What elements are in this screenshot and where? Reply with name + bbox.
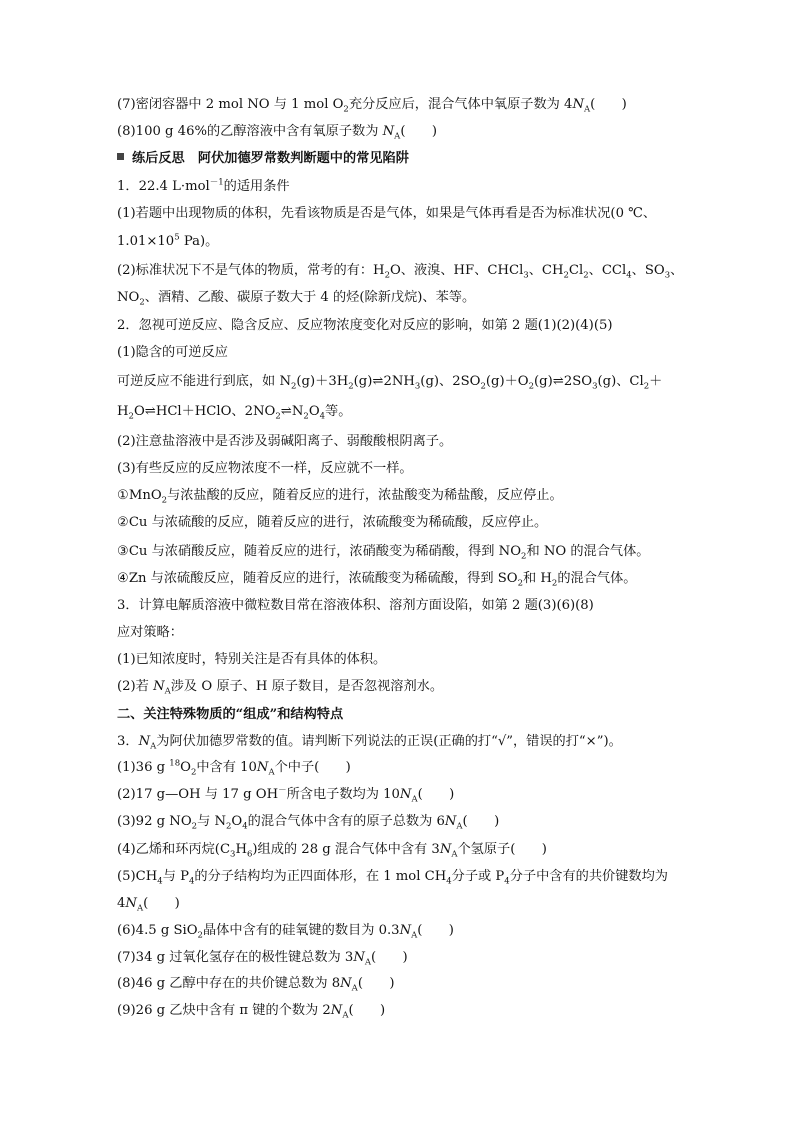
- subscript: 4: [626, 270, 632, 281]
- subscript: 3: [664, 270, 671, 281]
- superscript: 18: [169, 758, 181, 769]
- text-run: (7)34 g 过氧化氢存在的极性键总数为 3: [117, 950, 354, 965]
- subscript: 2: [384, 270, 390, 281]
- text-run: (g)、2SO: [420, 374, 481, 389]
- text-run: 的分子结构均为正四面体形，在 1 mol CH: [194, 869, 447, 884]
- text-run: HCl＋HClO、2NO: [155, 404, 276, 419]
- subscript: A: [456, 821, 463, 832]
- italic-symbol: N: [153, 679, 165, 694]
- text-run: 1．22.4 L·mol: [117, 179, 210, 194]
- text-run: ( ): [417, 787, 455, 802]
- subscript: 2: [197, 930, 203, 941]
- text-line-l31: [117, 922, 454, 940]
- text-line-l05: [117, 205, 656, 223]
- subscript: A: [342, 1010, 349, 1021]
- text-run: 分子中含有的共价键数均为: [509, 869, 668, 884]
- subscript: 2: [551, 578, 558, 589]
- text-run: 与浓盐酸的反应，随着反应的进行，浓盐酸变为稀盐酸，反应停止。: [167, 488, 563, 503]
- subscript: 3: [523, 270, 529, 281]
- superscript: －1: [209, 177, 224, 188]
- text-run: (2)标准状况下不是气体的物质，常考的有：H: [117, 263, 385, 278]
- text-line-l15: [117, 487, 563, 505]
- text-run: ( ): [348, 1003, 386, 1018]
- text-run: (6)4.5 g SiO: [117, 923, 198, 938]
- text-run: 和 H: [523, 571, 552, 586]
- italic-symbol: N: [444, 814, 457, 829]
- text-line-l11: [117, 373, 662, 391]
- text-line-l22: [117, 678, 443, 696]
- text-run: ⇌: [144, 404, 156, 419]
- text-run: 2．忽视可逆反应、隐含反应、反应物浓度变化对反应的影响，如第 2 题(1)(2)(4)(5): [117, 318, 613, 333]
- subscript: 2: [275, 411, 281, 422]
- subscript: A: [411, 794, 418, 805]
- text-line-l09: [117, 317, 613, 335]
- subscript: 4: [319, 411, 326, 422]
- subscript: 4: [446, 876, 452, 887]
- text-run: (g)＋3H: [296, 374, 349, 389]
- text-run: 、CH: [528, 263, 564, 278]
- subscript: 2: [343, 104, 349, 115]
- text-run: 、CCl: [588, 263, 627, 278]
- text-run: ⇌: [552, 374, 564, 389]
- text-run: (7)密闭容器中 2 mol NO 与 1 mol O: [117, 97, 344, 112]
- text-line-l25: [117, 759, 351, 777]
- italic-symbol: N: [138, 734, 151, 749]
- text-run: 等。: [325, 404, 352, 419]
- text-run: 的混合气体。: [557, 571, 637, 586]
- subscript: 2: [161, 495, 168, 506]
- text-run: O: [180, 760, 191, 775]
- subscript: 2: [225, 821, 232, 832]
- subscript: A: [411, 930, 418, 941]
- text-run: H: [235, 842, 247, 857]
- subscript: A: [583, 104, 591, 115]
- italic-symbol: N: [340, 976, 352, 991]
- text-run: O、液溴、HF、CHCl: [389, 263, 524, 278]
- text-run: (2)17 g—OH 与 17 g OH: [117, 787, 279, 802]
- text-run: O: [231, 814, 243, 829]
- text-line-l08: [117, 289, 475, 307]
- text-line-l19: [117, 597, 594, 615]
- subscript: 4: [188, 876, 195, 887]
- text-line-l18: [117, 570, 636, 588]
- text-line-l32: [117, 949, 408, 967]
- italic-symbol: N: [353, 950, 365, 965]
- text-run: 的混合气体中含有的原子总数为 6: [247, 814, 445, 829]
- text-run: NO: [117, 290, 140, 305]
- italic-symbol: N: [572, 97, 584, 112]
- subscript: A: [150, 741, 157, 752]
- subscript: 2: [643, 381, 650, 392]
- text-run: 、SO: [631, 263, 665, 278]
- text-run: O: [133, 404, 145, 419]
- text-run: 二、关注特殊物质的“组成”和结构特点: [117, 707, 344, 722]
- text-run: (2)注意盐溶液中是否涉及弱碱阳离子、弱酸酸根阴离子。: [117, 434, 453, 449]
- text-run: 、: [670, 263, 684, 278]
- text-run: 个氢原子( ): [457, 842, 547, 857]
- text-run: 可逆反应不能进行到底，如 N: [117, 374, 291, 389]
- text-run: 2SO: [563, 374, 593, 389]
- text-run: (3)有些反应的反应物浓度不一样，反应就不一样。: [117, 461, 413, 476]
- text-line-l33: [117, 975, 394, 993]
- text-run: (1)若题中出现物质的体积，先看该物质是否是气体，如果是气体再看是否为标准状况(0 ℃、: [117, 206, 657, 221]
- text-run: 与 N: [197, 814, 226, 829]
- text-run: 应对策略：: [117, 625, 183, 640]
- text-run: ④Zn 与浓硫酸反应，随着反应的进行，浓硫酸变为稀硫酸，得到 SO: [117, 571, 518, 586]
- text-run: N: [291, 404, 304, 419]
- square-bullet-icon: [117, 153, 124, 160]
- text-line-l29: [117, 868, 668, 886]
- text-run: )组成的 28 g 混合气体中含有 3: [252, 842, 440, 857]
- subscript: A: [164, 686, 171, 697]
- text-line-l07: [117, 262, 683, 280]
- italic-symbol: N: [330, 1003, 343, 1018]
- text-line-l23: [117, 706, 343, 724]
- text-line-l10: [117, 344, 228, 362]
- text-run: ( ): [371, 950, 408, 965]
- subscript: A: [394, 131, 401, 142]
- subscript: 2: [528, 381, 535, 392]
- italic-symbol: N: [125, 896, 137, 911]
- subscript: 2: [191, 821, 198, 832]
- subscript: 2: [139, 297, 145, 308]
- text-line-l02: [117, 123, 437, 141]
- text-run: ( ): [357, 976, 395, 991]
- text-run: Cl: [568, 263, 584, 278]
- text-run: (g)、Cl: [597, 374, 644, 389]
- text-run: 3．计算电解质溶液中微粒数目常在溶液体积、溶剂方面设陷，如第 2 题(3)(6)(8): [117, 598, 594, 613]
- text-run: (1)已知浓度时，特别关注是否有具体的体积。: [117, 652, 387, 667]
- text-run: 个中子( ): [274, 760, 351, 775]
- text-run: (8)100 g 46%的乙醇溶液中含有氧原子数为: [117, 124, 383, 139]
- text-run: 所含电子数均为 10: [286, 787, 400, 802]
- text-line-l28: [117, 841, 547, 859]
- text-run: ( ): [590, 97, 627, 112]
- text-run: (8)46 g 乙醇中存在的共价键总数为 8: [117, 976, 341, 991]
- subscript: A: [268, 767, 275, 778]
- text-run: 和 NO 的混合气体。: [526, 544, 650, 559]
- text-run: 中含有 10: [196, 760, 257, 775]
- text-run: (5)CH: [117, 869, 158, 884]
- text-run: ( ): [400, 124, 437, 139]
- text-run: 充分反应后，混合气体中氧原子数为 4: [348, 97, 573, 112]
- text-line-l24: [117, 733, 622, 751]
- subscript: 2: [480, 381, 486, 392]
- text-run: H: [117, 404, 129, 419]
- text-run: Pa)。: [179, 234, 219, 249]
- text-line-l04: [117, 178, 290, 196]
- subscript: 3: [414, 381, 421, 392]
- text-run: (g)＋O: [485, 374, 529, 389]
- subscript: A: [451, 849, 458, 860]
- subscript: 2: [563, 270, 569, 281]
- subscript: 4: [157, 876, 163, 887]
- subscript: 4: [242, 821, 248, 832]
- text-line-l13: [117, 433, 452, 451]
- text-run: 3．: [117, 734, 139, 749]
- text-run: ⇌: [372, 374, 384, 389]
- text-run: 练后反思 阿伏加德罗常数判断题中的常见陷阱: [132, 151, 409, 166]
- text-line-l06: [117, 233, 218, 251]
- subscript: 2: [521, 551, 527, 562]
- text-run: (3)92 g NO: [117, 814, 192, 829]
- text-run: ②Cu 与浓硫酸的反应，随着反应的进行，浓硫酸变为稀硫酸，反应停止。: [117, 515, 548, 530]
- italic-symbol: N: [399, 923, 412, 938]
- text-run: (g): [534, 374, 553, 389]
- subscript: 3: [230, 849, 236, 860]
- text-run: ( ): [143, 896, 180, 911]
- text-line-l27: [117, 813, 499, 831]
- subscript: 6: [246, 849, 253, 860]
- subscript: A: [364, 957, 371, 968]
- italic-symbol: N: [399, 787, 412, 802]
- text-line-l30: [117, 895, 180, 913]
- subscript: 2: [290, 381, 297, 392]
- text-run: (1)36 g: [117, 760, 170, 775]
- text-line-l16: [117, 514, 547, 532]
- text-line-l20: [117, 624, 183, 642]
- subscript: 3: [592, 381, 598, 392]
- text-run: 4: [117, 896, 126, 911]
- italic-symbol: N: [439, 842, 452, 857]
- subscript: 2: [348, 381, 354, 392]
- text-line-l03: [117, 150, 409, 168]
- subscript: A: [136, 903, 144, 914]
- text-run: ③Cu 与浓硝酸反应，随着反应的进行，浓硝酸变为稀硝酸，得到 NO: [117, 544, 522, 559]
- text-run: ＋: [649, 374, 663, 389]
- text-run: ⇌: [280, 404, 292, 419]
- text-line-l17: [117, 543, 649, 561]
- text-run: 为阿伏加德罗常数的值。请判断下列说法的正误(正确的打“√”，错误的打“×”)。: [156, 734, 622, 749]
- superscript: 5: [174, 232, 180, 243]
- text-run: ( ): [417, 923, 454, 938]
- superscript: －: [278, 785, 287, 796]
- text-run: ①MnO: [117, 488, 162, 503]
- subscript: 2: [128, 411, 134, 422]
- text-run: 、酒精、乙酸、碳原子数大于 4 的烃(除新戊烷)、苯等。: [144, 290, 476, 305]
- subscript: 4: [504, 876, 510, 887]
- text-line-l21: [117, 651, 386, 669]
- text-run: 2NH: [383, 374, 415, 389]
- subscript: A: [351, 983, 358, 994]
- text-line-l14: [117, 460, 413, 478]
- text-run: 与 P: [162, 869, 189, 884]
- text-run: (4)乙烯和环丙烷(C: [117, 842, 231, 857]
- subscript: 2: [190, 767, 197, 778]
- text-run: (9)26 g 乙炔中含有 π 键的个数为 2: [117, 1003, 331, 1018]
- italic-symbol: N: [382, 124, 395, 139]
- text-run: 分子或 P: [451, 869, 505, 884]
- text-run: (2)若: [117, 679, 154, 694]
- text-run: 的适用条件: [223, 179, 290, 194]
- text-run: ( ): [462, 814, 500, 829]
- text-line-l26: [117, 786, 454, 804]
- text-run: 1.01×10: [117, 234, 175, 249]
- text-run: O: [308, 404, 320, 419]
- subscript: 2: [583, 270, 589, 281]
- subscript: 2: [517, 578, 524, 589]
- text-run: 涉及 O 原子、H 原子数目，是否忽视溶剂水。: [170, 679, 444, 694]
- text-run: (g): [353, 374, 373, 389]
- text-run: (1)隐含的可逆反应: [117, 345, 228, 360]
- italic-symbol: N: [256, 760, 269, 775]
- text-run: 晶体中含有的硅氧键的数目为 0.3: [202, 923, 400, 938]
- text-line-l34: [117, 1002, 385, 1020]
- text-line-l12: [117, 403, 351, 421]
- text-line-l01: [117, 96, 627, 114]
- subscript: 2: [303, 411, 309, 422]
